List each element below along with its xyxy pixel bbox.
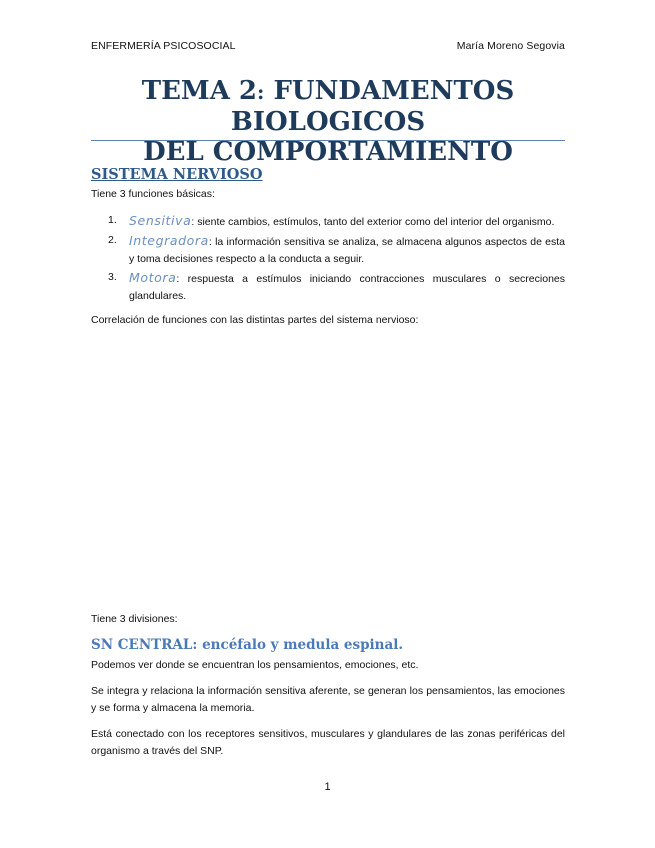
list-item-number: 2. bbox=[108, 234, 117, 246]
functions-list bbox=[91, 212, 565, 306]
list-item bbox=[91, 212, 565, 231]
correlation-text: Correlación de funciones con las distintas partes del sistema nervioso: bbox=[91, 314, 419, 326]
list-item-term: Integradora bbox=[129, 233, 209, 248]
page-title bbox=[91, 76, 565, 167]
title-colon: : bbox=[257, 80, 265, 104]
list-item-term: Sensitiva bbox=[129, 213, 192, 228]
list-item-term: Motora bbox=[129, 270, 177, 285]
title-divider bbox=[91, 140, 565, 141]
list-item bbox=[91, 269, 565, 305]
list-item-text: : siente cambios, estímulos, tanto del exterior como del interior del organismo. bbox=[191, 216, 555, 228]
subsection-heading: SN CENTRAL: encéfalo y medula espinal. bbox=[91, 637, 404, 653]
section-intro: Tiene 3 funciones básicas: bbox=[91, 188, 215, 200]
list-item-text: : la información sensitiva se analiza, se almacena algunos aspectos de esta y toma decisiones respecto a la conducta a seguir. bbox=[129, 236, 565, 265]
page-header bbox=[91, 40, 565, 52]
title-line-1 bbox=[91, 76, 565, 137]
page-number: 1 bbox=[324, 781, 331, 793]
header-course: ENFERMERÍA PSICOSOCIAL bbox=[91, 40, 236, 52]
paragraph: Está conectado con los receptores sensitivos, musculares y glandulares de las zonas periféricas del organismo a través del SNP. bbox=[91, 728, 565, 757]
paragraph: Podemos ver donde se encuentran los pensamientos, emociones, etc. bbox=[91, 659, 419, 671]
section-heading: SISTEMA NERVIOSO bbox=[91, 166, 263, 183]
list-item bbox=[91, 232, 565, 268]
paragraph: Se integra y relaciona la información sensitiva aferente, se generan los pensamientos, las emociones y se forma y almacena la memoria. bbox=[91, 685, 565, 714]
list-item-number: 3. bbox=[108, 271, 117, 283]
divisions-text: Tiene 3 divisiones: bbox=[91, 613, 178, 625]
title-line-2: DEL COMPORTAMIENTO bbox=[143, 137, 513, 167]
list-item-text: : respuesta a estímulos iniciando contracciones musculares o secreciones glandulares. bbox=[129, 273, 565, 302]
title-line-1-rest: FUNDAMENTOS BIOLOGICOS bbox=[230, 76, 515, 137]
list-item-number: 1. bbox=[108, 214, 117, 226]
header-author: María Moreno Segovia bbox=[456, 40, 565, 52]
title-topic: TEMA 2 bbox=[141, 76, 258, 106]
